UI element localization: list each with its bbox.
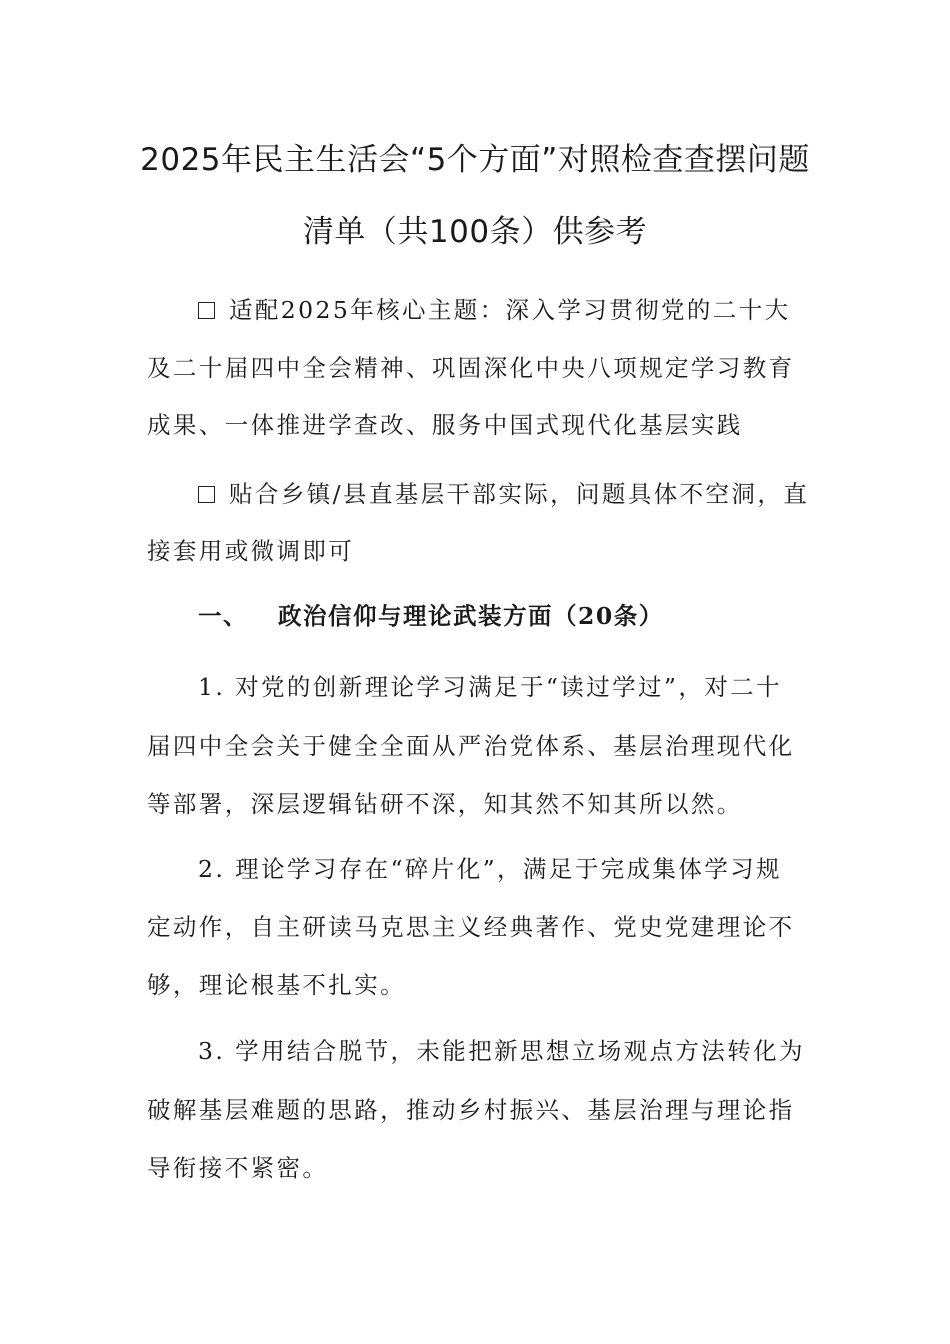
section-title: 政治信仰与理论武装方面（20条） — [278, 602, 664, 630]
item-3-line-2: 破解基层难题的思路，推动乡村振兴、基层治理与理论指 — [147, 1096, 795, 1124]
item-2-line-3: 够，理论根基不扎实。 — [147, 971, 406, 999]
bullet-2-line-2: 接套用或微调即可 — [147, 537, 355, 565]
bullet-1-text-1: 适配2025年核心主题：深入学习贯彻党的二十大 — [229, 296, 791, 324]
bullet-1-line-1 — [198, 291, 791, 325]
section-number: 一、 — [198, 602, 248, 630]
section-heading — [198, 597, 664, 631]
item-1-line-3: 等部署，深层逻辑钻研不深，知其然不知其所以然。 — [147, 790, 743, 818]
checkbox-icon — [198, 486, 215, 503]
item-3-line-1: 3. 学用结合脱节，未能把新思想立场观点方法转化为 — [198, 1037, 805, 1065]
bullet-2-text-1: 贴合乡镇/县直基层干部实际，问题具体不空洞，直 — [229, 480, 810, 508]
document-title-line-2: 清单（共100条）供参考 — [302, 214, 648, 250]
bullet-1-line-3: 成果、一体推进学查改、服务中国式现代化基层实践 — [147, 411, 743, 439]
checkbox-icon — [198, 302, 215, 319]
bullet-2-line-1 — [198, 475, 809, 509]
document-title-line-1: 2025年民主生活会“5个方面”对照检查查摆问题 — [140, 142, 810, 178]
item-1-line-2: 届四中全会关于健全全面从严治党体系、基层治理现代化 — [147, 732, 795, 760]
item-3-line-3: 导衔接不紧密。 — [147, 1154, 329, 1182]
item-2-line-2: 定动作，自主研读马克思主义经典著作、党史党建理论不 — [147, 913, 795, 941]
bullet-1-line-2: 及二十届四中全会精神、巩固深化中央八项规定学习教育 — [147, 354, 795, 382]
item-1-line-1: 1. 对党的创新理论学习满足于“读过学过”，对二十 — [198, 673, 782, 701]
item-2-line-1: 2. 理论学习存在“碎片化”，满足于完成集体学习规 — [198, 855, 782, 883]
